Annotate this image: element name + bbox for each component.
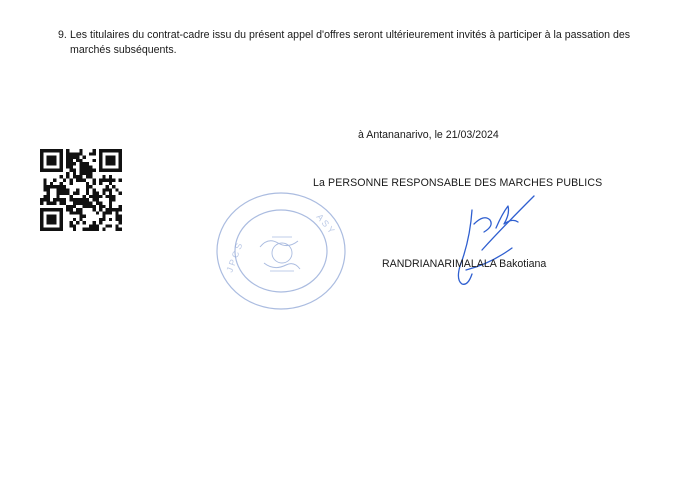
svg-text:A S Y: A S Y	[314, 211, 337, 236]
svg-text:J P C S: J P C S	[224, 241, 245, 274]
official-stamp-icon	[212, 187, 350, 315]
paragraph-line-2: marchés subséquents.	[70, 44, 177, 56]
paragraph-number: 9.	[58, 29, 67, 41]
paragraph-line-1: Les titulaires du contrat-cadre issu du présent appel d'offres seront ultérieurement invités à participer à la passation des	[70, 29, 631, 41]
place-date: à Antananarivo, le 21/03/2024	[358, 129, 499, 141]
paragraph-9	[58, 28, 658, 58]
signatory-name: RANDRIANARIMALALA Bakotiana	[382, 258, 547, 270]
qr-code-icon	[40, 149, 122, 231]
signature-icon	[452, 188, 542, 288]
signatory-title: La PERSONNE RESPONSABLE DES MARCHES PUBLICS	[313, 177, 603, 189]
